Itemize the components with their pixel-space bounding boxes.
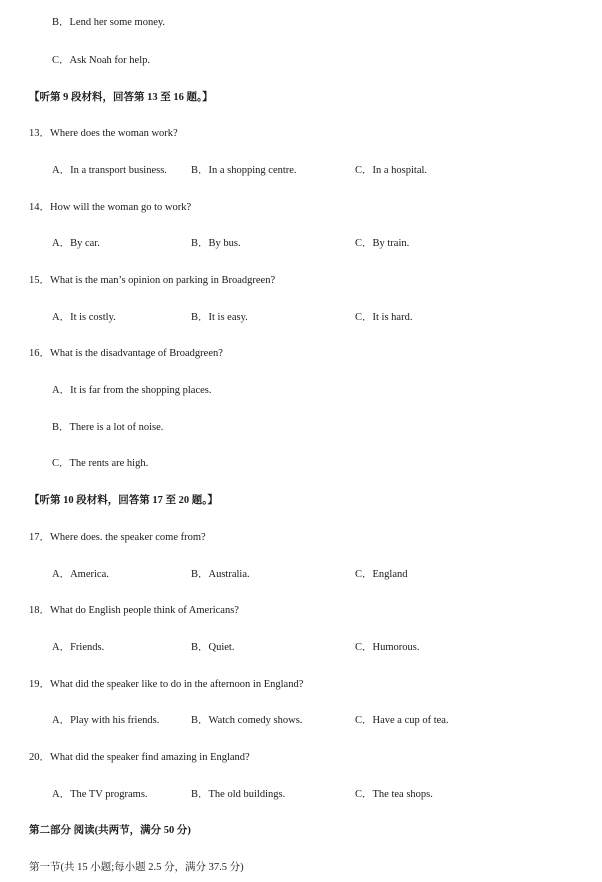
option-b-lend-money: B．Lend her some money. xyxy=(52,17,166,28)
q16-option-a: A．It is far from the shopping places. xyxy=(52,385,212,396)
q17-option-c: C．England xyxy=(355,569,408,580)
q18-option-b: B．Quiet. xyxy=(191,642,235,653)
q20-option-a: A．The TV programs. xyxy=(52,789,148,800)
q18-option-c: C．Humorous. xyxy=(355,642,420,653)
section-1-heading: 第一节(共 15 小题;每小题 2.5 分，满分 37.5 分) xyxy=(29,862,244,873)
q13-option-a: A．In a transport business. xyxy=(52,165,167,176)
part-2-heading: 第二部分 阅读(共两节，满分 50 分) xyxy=(29,825,191,836)
q15-option-c: C．It is hard. xyxy=(355,312,413,323)
section-9-instruction: 【听第 9 段材料，回答第 13 至 16 题。】 xyxy=(29,92,213,103)
question-18: 18．What do English people think of Americans? xyxy=(29,605,239,616)
question-15: 15．What is the man’s opinion on parking in Broadgreen? xyxy=(29,275,276,286)
q14-option-c: C．By train. xyxy=(355,238,410,249)
question-13: 13．Where does the woman work? xyxy=(29,128,178,139)
q18-option-a: A．Friends. xyxy=(52,642,105,653)
q20-option-c: C．The tea shops. xyxy=(355,789,433,800)
question-14: 14．How will the woman go to work? xyxy=(29,202,192,213)
q14-option-b: B．By bus. xyxy=(191,238,241,249)
question-17: 17．Where does. the speaker come from? xyxy=(29,532,206,543)
section-10-instruction: 【听第 10 段材料，回答第 17 至 20 题。】 xyxy=(29,495,218,506)
q14-option-a: A．By car. xyxy=(52,238,100,249)
q16-option-b: B．There is a lot of noise. xyxy=(52,422,164,433)
q17-option-a: A．America. xyxy=(52,569,109,580)
option-c-ask-noah: C．Ask Noah for help. xyxy=(52,55,150,66)
q15-option-b: B．It is easy. xyxy=(191,312,248,323)
question-20: 20．What did the speaker find amazing in England? xyxy=(29,752,250,763)
q19-option-b: B．Watch comedy shows. xyxy=(191,715,303,726)
q20-option-b: B．The old buildings. xyxy=(191,789,286,800)
q13-option-b: B．In a shopping centre. xyxy=(191,165,297,176)
q13-option-c: C．In a hospital. xyxy=(355,165,428,176)
question-19: 19．What did the speaker like to do in the afternoon in England? xyxy=(29,679,304,690)
q19-option-c: C．Have a cup of tea. xyxy=(355,715,449,726)
q17-option-b: B．Australia. xyxy=(191,569,250,580)
q16-option-c: C．The rents are high. xyxy=(52,458,149,469)
question-16: 16．What is the disadvantage of Broadgreen? xyxy=(29,348,223,359)
q19-option-a: A．Play with his friends. xyxy=(52,715,160,726)
q15-option-a: A．It is costly. xyxy=(52,312,116,323)
